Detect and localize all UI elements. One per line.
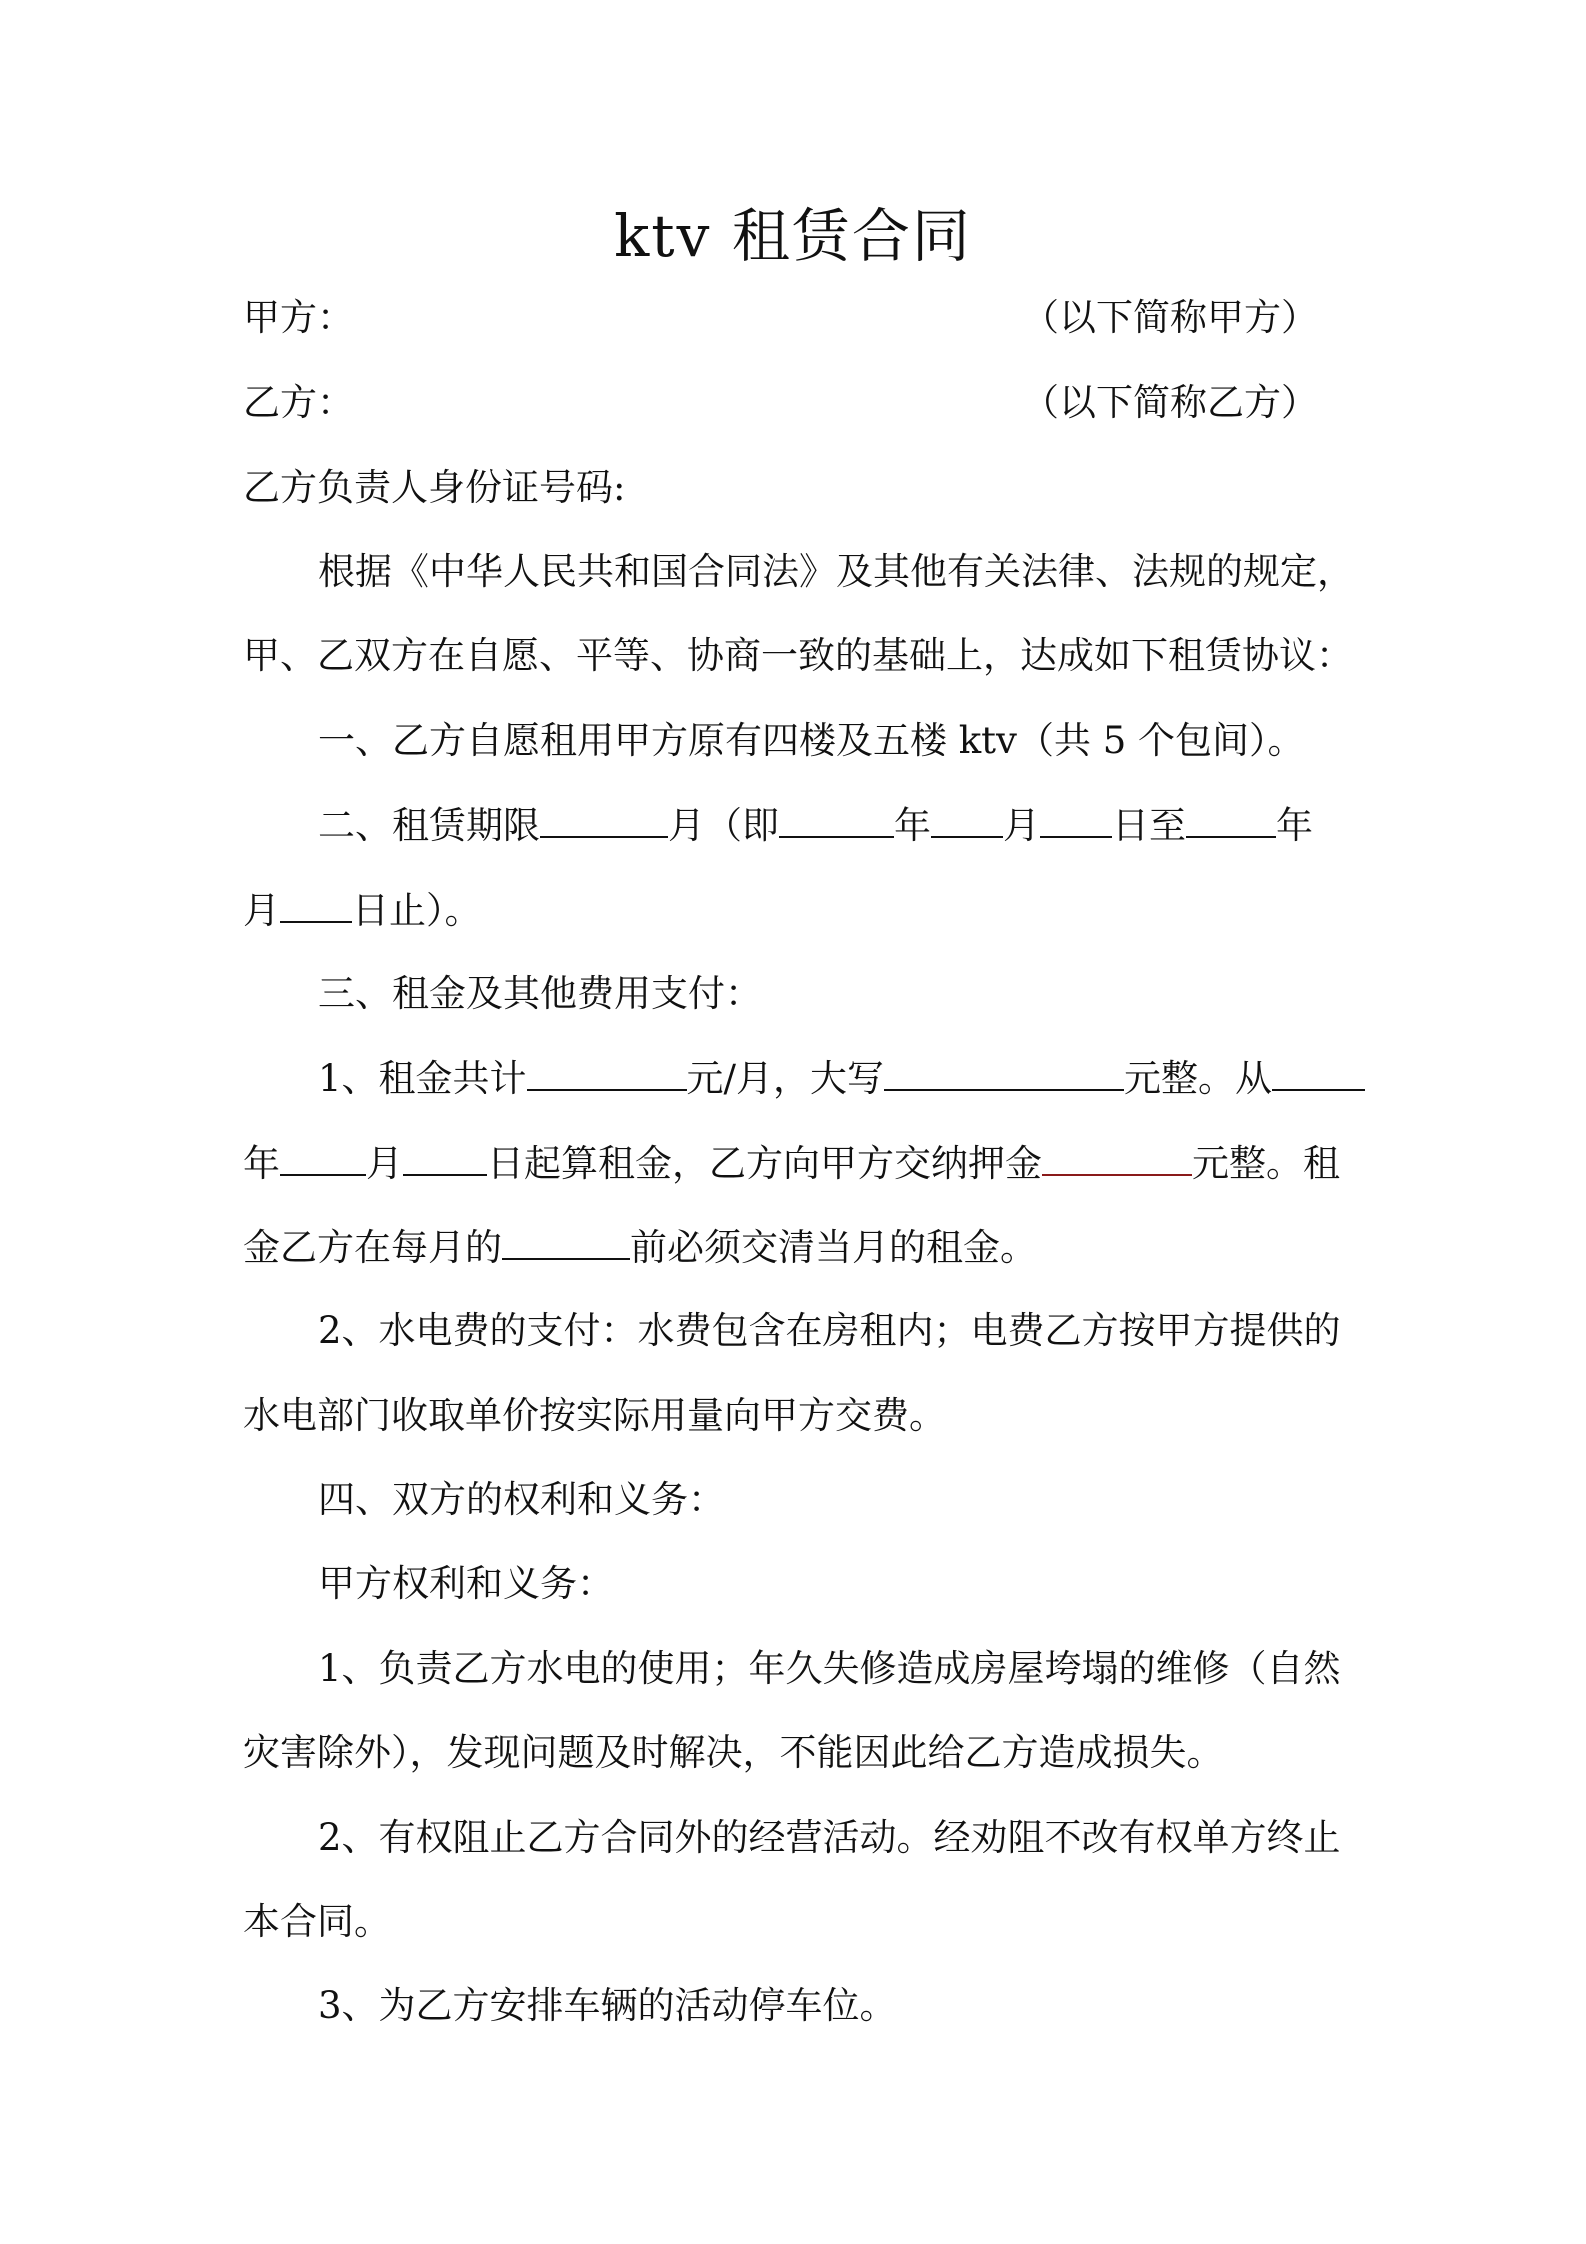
rent-text: 元整。租: [1192, 1142, 1340, 1185]
clause-2-text: 年: [894, 804, 931, 847]
rent-text: 日起算租金，乙方向甲方交纳押金: [487, 1142, 1042, 1185]
clause-2-text: 年: [1276, 804, 1313, 847]
rent-line-2: [243, 1138, 1340, 1189]
rent-text: 元整。从: [1124, 1057, 1273, 1100]
a-item-1-line-2: 灾害除外），发现问题及时解决，不能因此给乙方造成损失。: [243, 1731, 1224, 1774]
start-month-blank[interactable]: [931, 800, 1003, 838]
intro-line-2: 甲、乙双方在自愿、平等、协商一致的基础上，达成如下租赁协议：: [243, 634, 1353, 677]
start-day-blank[interactable]: [1040, 800, 1112, 838]
party-a-label: 甲方：: [243, 296, 354, 339]
clause-2-text: 日至: [1112, 804, 1186, 847]
a-item-1-line-1: 1、负责乙方水电的使用；年久失修造成房屋垮塌的维修（自然: [318, 1647, 1341, 1690]
start-year-blank[interactable]: [779, 800, 894, 838]
rent-text: 年: [243, 1142, 280, 1185]
rent-start-day-blank[interactable]: [403, 1138, 487, 1176]
page-title: ktv 租赁合同: [614, 202, 972, 270]
utility-line-1: 2、水电费的支付：水费包含在房租内；电费乙方按甲方提供的: [318, 1309, 1341, 1352]
rent-in-words-blank[interactable]: [884, 1053, 1124, 1091]
lease-months-blank[interactable]: [540, 800, 668, 838]
rent-start-month-blank[interactable]: [280, 1138, 366, 1176]
rent-text: 金乙方在每月的: [243, 1226, 502, 1269]
clause-2-text: 月: [243, 889, 280, 932]
utility-line-2: 水电部门收取单价按实际用量向甲方交费。: [243, 1394, 946, 1437]
rent-text: 元/月，大写: [686, 1057, 885, 1100]
clause-4-heading: 四、双方的权利和义务：: [318, 1478, 725, 1521]
clause-2-line-1: [318, 800, 1313, 851]
clause-3-heading: 三、租金及其他费用支付：: [318, 972, 762, 1015]
clause-2-text: 二、租赁期限: [318, 804, 540, 847]
clause-2-line-2: [243, 885, 482, 936]
clause-2-text: 月（即: [668, 804, 779, 847]
rent-start-year-blank[interactable]: [1272, 1053, 1365, 1091]
monthly-rent-blank[interactable]: [527, 1053, 687, 1091]
party-b-label: 乙方：: [243, 381, 354, 424]
party-b-note: （以下简称乙方）: [1022, 381, 1318, 424]
rent-text: 1、租金共计: [318, 1057, 527, 1100]
rent-line-1: [318, 1053, 1365, 1104]
a-item-2-line-2: 本合同。: [243, 1900, 391, 1943]
intro-line-1: 根据《中华人民共和国合同法》及其他有关法律、法规的规定，: [318, 550, 1354, 593]
clause-2-text: 月: [1003, 804, 1040, 847]
end-day-blank[interactable]: [280, 885, 352, 923]
a-item-2-line-1: 2、有权阻止乙方合同外的经营活动。经劝阻不改有权单方终止: [318, 1816, 1341, 1859]
rent-text: 前必须交清当月的租金。: [630, 1226, 1037, 1269]
clause-1: 一、乙方自愿租用甲方原有四楼及五楼 ktv（共 5 个包间）。: [318, 719, 1305, 762]
due-date-blank[interactable]: [502, 1222, 630, 1260]
deposit-blank[interactable]: [1042, 1138, 1192, 1176]
clause-2-text: 日止）。: [352, 889, 482, 932]
rent-line-3: [243, 1222, 1037, 1273]
rent-text: 月: [366, 1142, 403, 1185]
party-a-rights-heading: 甲方权利和义务：: [318, 1562, 614, 1605]
end-year-blank[interactable]: [1186, 800, 1276, 838]
party-b-id-label: 乙方负责人身份证号码:: [243, 466, 626, 509]
a-item-3: 3、为乙方安排车辆的活动停车位。: [318, 1984, 897, 2027]
party-a-note: （以下简称甲方）: [1022, 296, 1318, 339]
